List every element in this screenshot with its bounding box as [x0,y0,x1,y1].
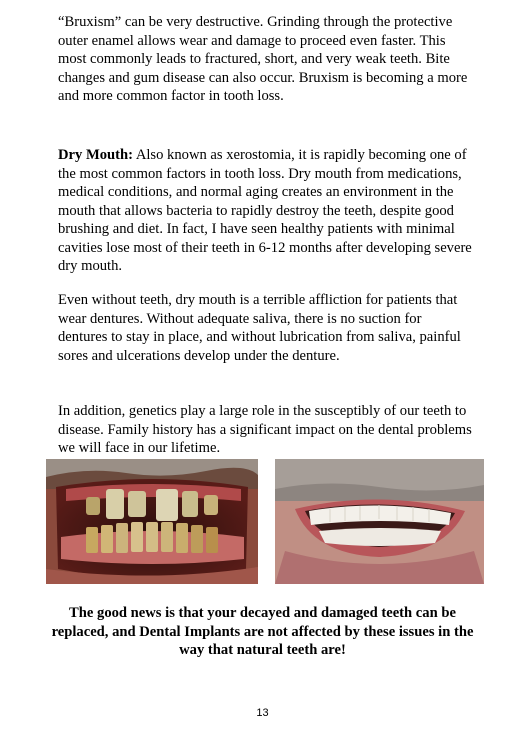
damaged-teeth-before-photo [46,459,258,584]
dry-mouth-paragraph [58,146,473,276]
dentures-text: Even without teeth, dry mouth is a terrible affliction for patients that wear dentures. Without adequate saliva, there is no suction for dentures to stay in place, and without lubrication from saliva, painful sores and ulcerations develop under the denture. [58,292,461,364]
dry-mouth-heading: Dry Mouth: [58,147,133,163]
bruxism-paragraph [58,13,473,106]
genetics-paragraph [58,402,473,458]
closing-statement: The good news is that your decayed and damaged teeth can be replaced, and Dental Implants are not affected by these issues in the way that natural teeth are! [51,605,474,658]
dentures-paragraph [58,291,473,365]
genetics-text: In addition, genetics play a large role in the susceptibly of our teeth to disease. Family history has a significant impact on the dental problems we will face in our lifetime. [58,403,472,456]
restored-smile-after-photo [275,459,484,584]
page-number: 13 [256,707,269,719]
dry-mouth-text: Also known as xerostomia, it is rapidly becoming one of the most common factors in tooth loss. Dry mouth from medications, medical conditions, and normal aging creates an environment in the mouth that allows bacteria to rapidly destroy the teeth, despite good brushing and diet. In fact, I have seen healthy patients with minimal cavities lose most of their teeth in 6-12 months after developing severe dry mouth. [58,147,472,274]
bruxism-text: “Bruxism” can be very destructive. Grinding through the protective outer enamel allows wear and damage to proceed even faster. This most commonly leads to fractured, short, and very weak teeth. Bite changes and gum disease can also occur. Bruxism is becoming a more and more common factor in tooth loss. [58,14,468,104]
